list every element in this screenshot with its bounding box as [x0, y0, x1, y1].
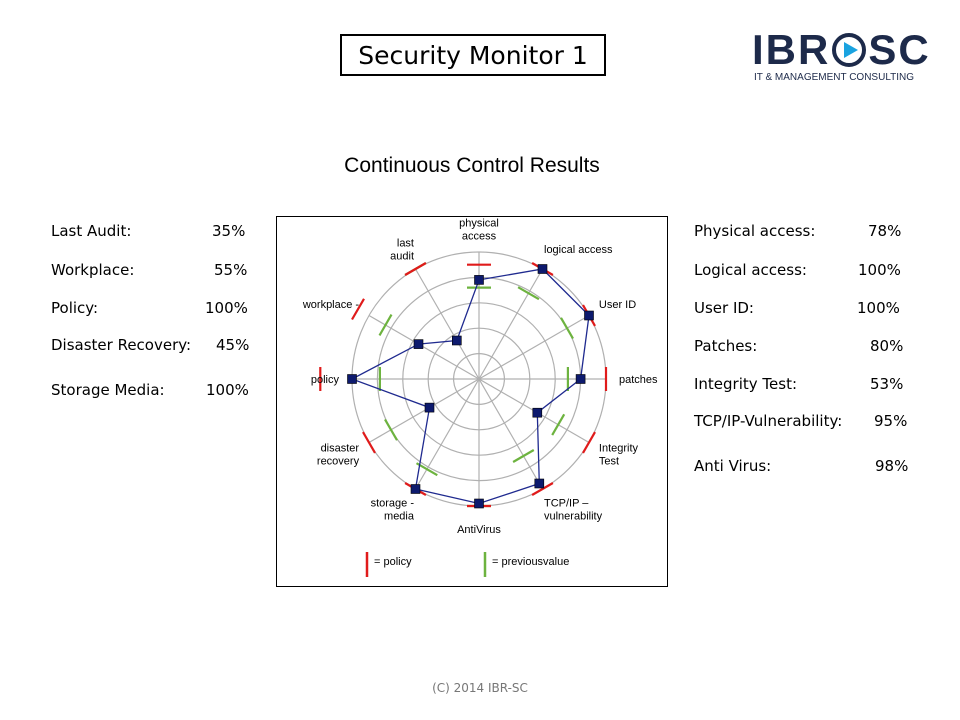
data-point — [425, 403, 434, 412]
stat-workplace — [51, 261, 248, 279]
stat-value: 98% — [875, 457, 909, 475]
stat-label: Policy: — [51, 299, 99, 317]
stat-label: Physical access: — [694, 222, 816, 240]
category-label: patches — [619, 374, 658, 386]
category-label: TCP/IP – — [544, 497, 589, 510]
stat-label: Anti Virus: — [694, 457, 772, 475]
logo-text-right: SC — [868, 26, 931, 73]
axis-spoke — [369, 379, 479, 443]
stat-value: 53% — [870, 375, 904, 393]
stat-disaster-recovery — [51, 336, 250, 354]
stat-label: User ID: — [694, 299, 754, 317]
policy-mark — [405, 263, 426, 275]
stat-value: 55% — [214, 261, 248, 279]
previous-value-mark — [518, 287, 539, 299]
previous-value-mark — [513, 450, 534, 462]
policy-mark — [583, 432, 595, 453]
policy-mark — [363, 432, 375, 453]
logo-wordmark — [752, 28, 931, 72]
company-logo — [752, 28, 942, 88]
stat-integrity-test — [694, 375, 904, 393]
logo-text-left: IBR — [752, 26, 831, 73]
stat-label: Patches: — [694, 337, 758, 355]
stat-label: Logical access: — [694, 261, 807, 279]
previous-value-mark — [561, 318, 573, 339]
data-point — [411, 485, 420, 494]
stat-user-id — [694, 299, 900, 317]
category-label: policy — [310, 374, 339, 386]
stat-value: 45% — [216, 336, 250, 354]
stat-label: Workplace: — [51, 261, 135, 279]
radar-chart — [277, 217, 667, 586]
stat-value: 35% — [212, 222, 246, 240]
axis-spoke — [479, 269, 543, 379]
category-label: last — [396, 237, 414, 250]
stat-label: Integrity Test: — [694, 375, 798, 393]
legend-label-policy: = policy — [374, 556, 412, 568]
data-point — [535, 479, 544, 488]
data-point — [348, 375, 357, 384]
axis-spoke — [479, 379, 543, 489]
play-arrow-icon — [832, 33, 866, 67]
category-label: AntiVirus — [457, 524, 501, 536]
stat-anti-virus — [694, 457, 909, 475]
data-point — [538, 265, 547, 274]
axis-spoke — [479, 316, 589, 380]
data-point — [452, 336, 461, 345]
category-label: recovery — [316, 455, 360, 468]
stat-value: 78% — [868, 222, 902, 240]
stat-tcp-ip-vulnerability — [694, 412, 908, 430]
axis-spoke — [416, 269, 480, 379]
stat-patches — [694, 337, 904, 355]
category-label: User ID — [598, 299, 637, 311]
stat-value: 100% — [858, 261, 901, 279]
category-label: media — [384, 510, 414, 523]
previous-value-mark — [552, 414, 564, 435]
previous-value-mark — [385, 419, 397, 440]
category-label: disaster — [320, 442, 360, 455]
radar-chart-frame — [276, 216, 668, 587]
category-label: physical — [459, 217, 499, 230]
category-label: logical access — [544, 244, 613, 257]
stat-value: 100% — [857, 299, 900, 317]
stat-value: 100% — [206, 381, 249, 399]
data-point — [585, 311, 594, 320]
category-label: Integrity — [598, 442, 639, 455]
data-point — [475, 499, 484, 508]
page-title: Security Monitor 1 — [340, 34, 606, 76]
data-point — [475, 275, 484, 284]
copyright-footer: (C) 2014 IBR-SC — [432, 681, 528, 695]
logo-tagline: IT & MANAGEMENT CONSULTING — [754, 72, 915, 83]
stat-label: Disaster Recovery: — [51, 336, 192, 354]
stat-label: Storage Media: — [51, 381, 165, 399]
category-label: access — [461, 230, 497, 243]
chart-title: Continuous Control Results — [344, 154, 600, 177]
data-point — [576, 375, 585, 384]
legend-label-previous: = previousvalue — [492, 556, 570, 568]
stat-policy — [51, 299, 248, 317]
category-label: audit — [390, 250, 414, 263]
category-label: Test — [598, 455, 620, 468]
stat-label: Last Audit: — [51, 222, 132, 240]
series-line — [352, 269, 589, 504]
category-label: workplace - — [302, 299, 360, 311]
data-point — [414, 340, 423, 349]
stat-value: 100% — [205, 299, 248, 317]
stat-label: TCP/IP-Vulnerability: — [694, 412, 843, 430]
data-point — [533, 408, 542, 417]
category-label: storage - — [370, 497, 414, 510]
stat-last-audit — [51, 222, 246, 240]
stat-physical-access — [694, 222, 902, 240]
stat-logical-access — [694, 261, 901, 279]
previous-value-mark — [380, 315, 392, 336]
category-label: vulnerability — [544, 510, 603, 523]
stat-value: 95% — [874, 412, 908, 430]
stat-value: 80% — [870, 337, 904, 355]
stat-storage-media — [51, 381, 249, 399]
